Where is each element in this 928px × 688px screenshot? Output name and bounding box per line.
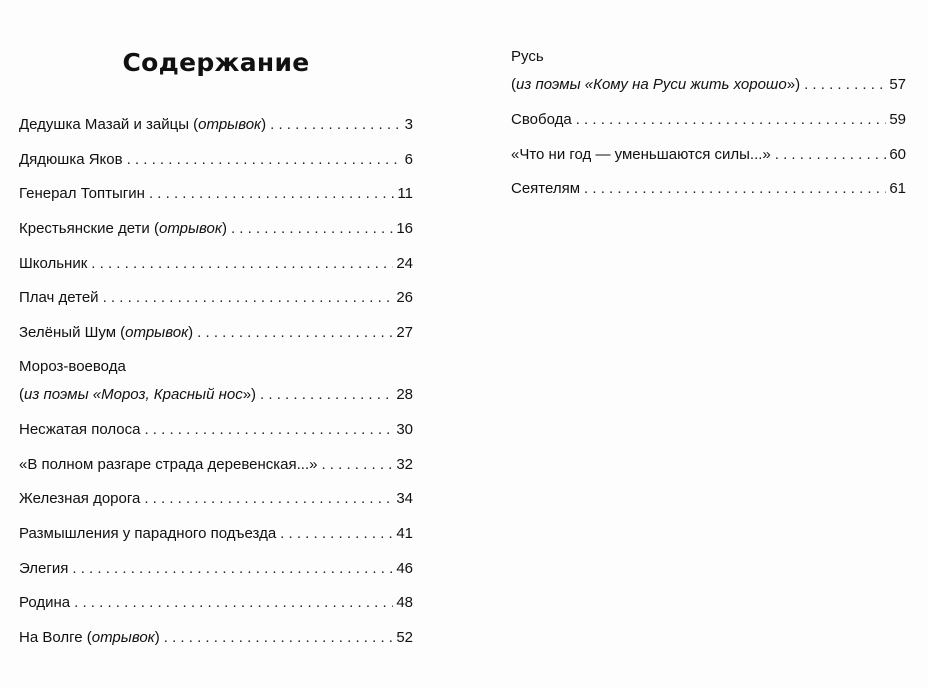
toc-entry-title: Зелёный Шум (отрывок) xyxy=(19,324,194,341)
toc-entry-italic: отрывок xyxy=(158,220,222,237)
toc-entry-title: Несжатая полоса xyxy=(19,421,141,438)
toc-entry[interactable] xyxy=(19,593,413,613)
toc-entry[interactable] xyxy=(19,420,413,440)
toc-page-number: 3 xyxy=(404,116,413,133)
dot-leader xyxy=(804,75,886,95)
toc-entry[interactable] xyxy=(19,288,413,308)
toc-entry-title: «Что ни год — уменьшаются силы...» xyxy=(511,146,771,163)
toc-page-number: 60 xyxy=(889,146,906,163)
toc-entry[interactable] xyxy=(511,47,906,95)
toc-page-number: 11 xyxy=(397,185,413,202)
dot-leader xyxy=(270,115,402,135)
dot-leader xyxy=(74,593,393,613)
toc-page-number: 26 xyxy=(396,289,413,306)
toc-entry-italic: отрывок xyxy=(125,324,189,341)
toc-entry-italic: из поэмы «Кому на Руси жить хорошо xyxy=(516,76,787,93)
toc-page-number: 24 xyxy=(396,255,413,272)
toc-page-number: 34 xyxy=(396,490,413,507)
toc-entry[interactable] xyxy=(19,524,413,544)
toc-entry-title: Родина xyxy=(19,594,71,611)
toc-page-number: 48 xyxy=(396,594,413,611)
toc-page-number: 41 xyxy=(396,525,413,542)
toc-entry-heading: Русь xyxy=(511,48,544,65)
toc-entry-title: «В полном разгаре страда деревенская...» xyxy=(19,456,318,473)
toc-page-number: 6 xyxy=(404,151,413,168)
toc-entry[interactable] xyxy=(19,489,413,509)
dot-leader xyxy=(149,184,394,204)
dot-leader xyxy=(127,150,402,170)
toc-entry[interactable] xyxy=(19,628,413,648)
toc-page-number: 61 xyxy=(889,180,906,197)
dot-leader xyxy=(280,524,393,544)
toc-page-number: 52 xyxy=(396,629,413,646)
toc-entry[interactable] xyxy=(19,323,413,343)
toc-entry-title: Плач детей xyxy=(19,289,99,306)
toc-entry-title: Школьник xyxy=(19,255,88,272)
dot-leader xyxy=(164,628,394,648)
toc-entry-title: Дедушка Мазай и зайцы (отрывок) xyxy=(19,116,267,133)
toc-entry-italic: отрывок xyxy=(91,629,155,646)
dot-leader xyxy=(144,489,393,509)
dot-leader xyxy=(576,110,887,130)
toc-page-number: 32 xyxy=(396,456,413,473)
toc-entry-title: Сеятелям xyxy=(511,180,581,197)
toc-entry[interactable] xyxy=(511,145,906,165)
dot-leader xyxy=(103,288,394,308)
toc-entry[interactable] xyxy=(19,559,413,579)
toc-entry-title: Свобода xyxy=(511,111,572,128)
toc-entry-title: (из поэмы «Мороз, Красный нос») xyxy=(19,386,257,403)
toc-entry[interactable] xyxy=(511,179,906,199)
toc-entry-title: На Волге (отрывок) xyxy=(19,629,160,646)
toc-page-number: 28 xyxy=(396,386,413,403)
toc-page-number: 30 xyxy=(396,421,413,438)
dot-leader xyxy=(260,385,393,405)
toc-page-number: 57 xyxy=(889,76,906,93)
dot-leader xyxy=(321,455,393,475)
dot-leader xyxy=(197,323,393,343)
toc-entry-title: Элегия xyxy=(19,560,69,577)
dot-leader xyxy=(584,179,886,199)
toc-entry[interactable] xyxy=(19,357,413,405)
toc-page-number: 27 xyxy=(396,324,413,341)
toc-entry[interactable] xyxy=(19,115,413,135)
toc-entry-title: Крестьянские дети (отрывок) xyxy=(19,220,227,237)
toc-entry[interactable] xyxy=(19,184,413,204)
toc-entry-title: Размышления у парадного подъезда xyxy=(19,525,277,542)
toc-entry-italic: отрывок xyxy=(198,116,262,133)
page-title: Содержание xyxy=(122,48,310,77)
toc-page-number: 46 xyxy=(396,560,413,577)
dot-leader xyxy=(72,559,393,579)
toc-entry[interactable] xyxy=(19,455,413,475)
dot-leader xyxy=(91,254,393,274)
toc-entry-title: Дядюшка Яков xyxy=(19,151,123,168)
dot-leader xyxy=(231,219,393,239)
toc-entry-italic: из поэмы «Мороз, Красный нос xyxy=(24,386,243,403)
toc-entry[interactable] xyxy=(19,150,413,170)
toc-entry-title: Железная дорога xyxy=(19,490,141,507)
toc-entry[interactable] xyxy=(19,254,413,274)
dot-leader xyxy=(144,420,393,440)
toc-entry-title: Генерал Топтыгин xyxy=(19,185,145,202)
toc-page-number: 16 xyxy=(396,220,413,237)
toc-entry-title: (из поэмы «Кому на Руси жить хорошо») xyxy=(511,76,801,93)
dot-leader xyxy=(775,145,887,165)
toc-page-number: 59 xyxy=(889,111,906,128)
toc-entry-heading: Мороз-воевода xyxy=(19,358,126,375)
toc-entry[interactable] xyxy=(19,219,413,239)
toc-entry[interactable] xyxy=(511,110,906,130)
